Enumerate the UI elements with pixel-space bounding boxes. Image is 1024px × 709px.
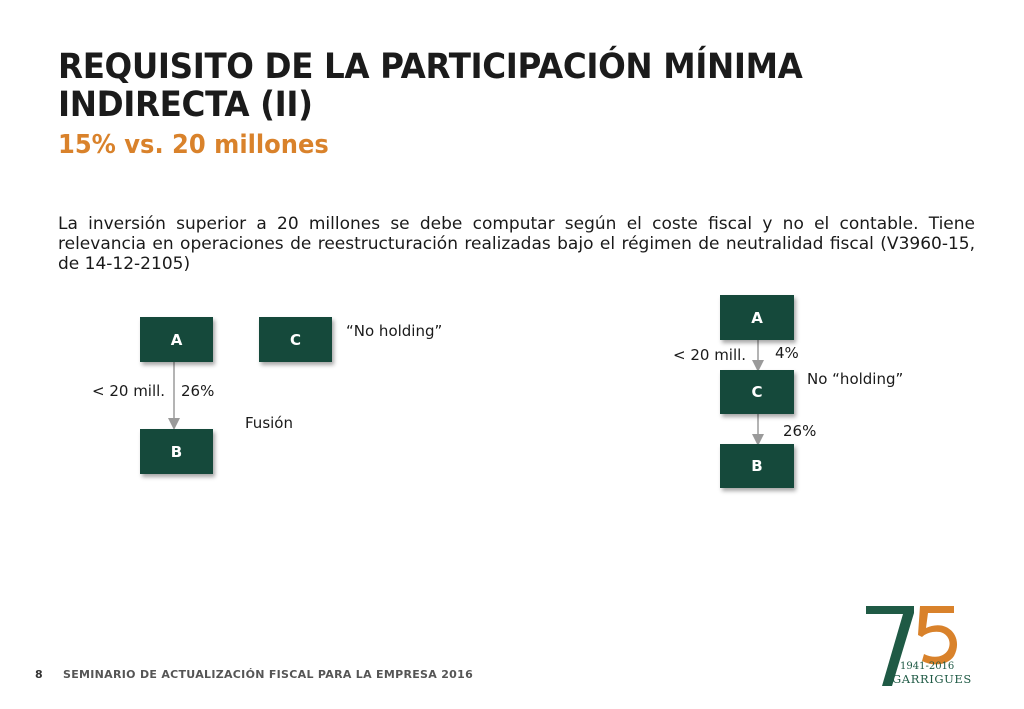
right-note-no-holding: No “holding” — [807, 370, 904, 388]
left-operation-label: Fusión — [245, 414, 293, 432]
left-box-a: A — [140, 317, 213, 362]
body-paragraph: La inversión superior a 20 millones se debe computar según el coste fiscal y no el contable. Tiene relevancia en operaciones de reestructuración realizadas bajo el régimen de neutralidad fiscal (V3960-15, de 14-12-2105) — [58, 214, 975, 274]
logo-years: 1941-2016 — [900, 661, 955, 672]
page-number: 8 — [35, 668, 43, 681]
slide-title-line1: REQUISITO DE LA PARTICIPACIÓN MÍNIMA — [58, 47, 803, 87]
footer-seminar-title: SEMINARIO DE ACTUALIZACIÓN FISCAL PARA LA EMPRESA 2016 — [63, 668, 474, 681]
logo-graphic — [862, 600, 992, 690]
slide-subtitle: 15% vs. 20 millones — [58, 130, 329, 160]
logo-brand: GARRIGUES — [892, 672, 972, 686]
left-box-b: B — [140, 429, 213, 474]
right-box-c: C — [720, 370, 794, 414]
right-edge1-label-amount: < 20 mill. — [673, 346, 747, 364]
left-edge-label-amount: < 20 mill. — [92, 382, 166, 400]
left-box-c: C — [259, 317, 332, 362]
garrigues-75-logo — [862, 600, 992, 690]
slide-title-line2: INDIRECTA (II) — [58, 85, 313, 125]
right-edge2-label-pct: 26% — [783, 422, 817, 440]
right-edge1-label-pct: 4% — [775, 344, 799, 362]
right-box-a: A — [720, 295, 794, 340]
right-box-b: B — [720, 444, 794, 488]
left-edge-label-pct: 26% — [181, 382, 215, 400]
left-note-no-holding: “No holding” — [346, 322, 443, 340]
